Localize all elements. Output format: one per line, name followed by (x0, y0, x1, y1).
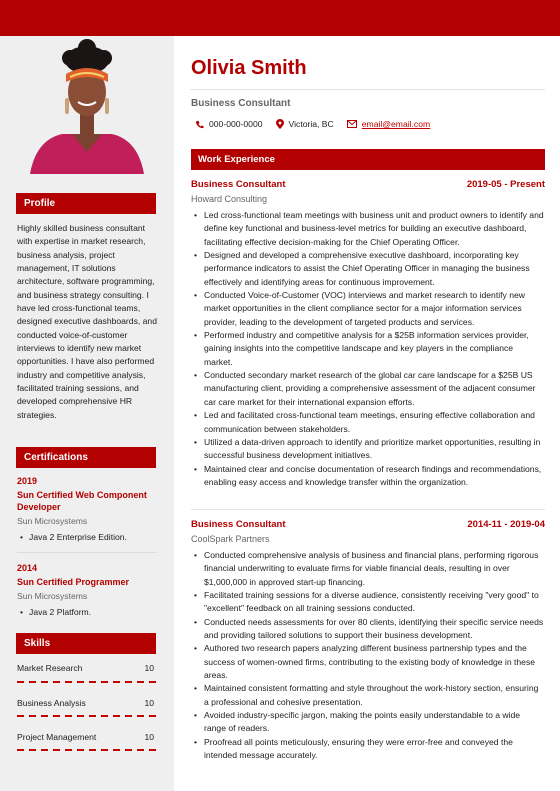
job-company: CoolSpark Partners (191, 534, 270, 544)
bullet-item: • Conducted Voice-of-Customer (VOC) interviews and market research to identify new market opportunities in the client compliance sector for a major information services provider, leading to the development of targeted products and services. (194, 289, 544, 329)
bullet-item: • Performed industry and competitive analysis for a $25B information services provider, gaining insights into the competitive landscape and key players in the compliance market. (194, 329, 544, 369)
cert-detail: • Java 2 Enterprise Edition. (20, 532, 127, 542)
job-bullets (194, 549, 544, 763)
bullet-item: • Conducted needs assessments for over 80 clients, identifying their specific service needs and providing tailored solutions to support their business development. (194, 616, 544, 643)
bullet-item: • Utilized a data-driven approach to identify and prioritize market opportunities, resulting in successful business development initiatives. (194, 436, 544, 463)
skill-level: 10 (144, 698, 154, 708)
bullet-item: • Conducted comprehensive analysis of business and financial plans, performing rigorous financial underwriting to evaluate firms for viable financial deals, resulting in over $1,000,000 in approved start-up financing. (194, 549, 544, 589)
person-name: Olivia Smith (191, 57, 307, 79)
skill-level: 10 (144, 663, 154, 673)
header-band (0, 0, 560, 36)
contact-line (195, 119, 443, 129)
skill-level: 10 (144, 732, 154, 742)
bullet-item: • Designed and developed a comprehensive executive dashboard, incorporating key performance indicators to assist the Chief Operating Officer in managing the business effectively and identifying areas for continuous improvement. (194, 249, 544, 289)
cert-year: 2014 (17, 563, 38, 573)
bullet-item: • Led and facilitated cross-functional team meetings, ensuring effective collaboration and communication between stakeholders. (194, 409, 544, 436)
profile-text: Highly skilled business consultant with expertise in market research, business analysis, project management, IT solutions architecture, software programming, and business strategy consulting. I have led cross-functional teams, designed executive dashboards, and conducted voice-of-customer interviews to identify new market opportunities. I have also performed industry and competitive analysis, facilitated training sessions, and developed comprehensive HR strategies. (17, 223, 157, 420)
job-header (191, 179, 545, 190)
map-pin-icon (276, 119, 284, 129)
bullet-item: • Maintained consistent formatting and style throughout the work-history section, ensuring a professional and cohesive presentation. (194, 682, 544, 709)
skill-bar (17, 681, 156, 683)
bullet-item: • Proofread all points meticulously, ensuring they were error-free and conveyed the intended message accurately. (194, 736, 544, 763)
skill-bar (17, 749, 156, 751)
sidebar (0, 36, 174, 791)
portrait-illustration (0, 36, 174, 174)
phone-icon (195, 120, 204, 129)
profile-photo (0, 36, 174, 174)
phone-text: 000-000-0000 (209, 119, 263, 129)
bullet-item: • Facilitated training sessions for a diverse audience, consistently receiving "very good" to "excellent" feedback on all training sessions conducted. (194, 589, 544, 616)
job-dates: 2014-11 - 2019-04 (467, 519, 545, 530)
envelope-icon (347, 120, 357, 128)
bullet-item: • Avoided industry-specific jargon, making the points easily understandable to a wide range of readers. (194, 709, 544, 736)
job-title: Business Consultant (191, 179, 286, 190)
skill-name: Business Analysis (17, 698, 86, 708)
contact-phone (195, 119, 263, 129)
cert-detail: • Java 2 Platform. (20, 607, 91, 617)
job-header (191, 519, 545, 530)
skill-name: Market Research (17, 663, 83, 673)
certifications-heading: Certifications (16, 447, 156, 468)
bullet-item: • Authored two research papers analyzing different business partnership types and the success of women-owned firms, contributing to the existing body of knowledge in these areas. (194, 642, 544, 682)
cert-org: Sun Microsystems (17, 591, 88, 601)
contact-location (276, 119, 334, 129)
work-experience-heading: Work Experience (191, 149, 545, 170)
cert-year: 2019 (17, 476, 38, 486)
email-link[interactable]: email@email.com (361, 119, 431, 129)
job-title: Business Consultant (191, 519, 286, 530)
person-job-title: Business Consultant (191, 98, 291, 109)
title-divider (190, 89, 545, 90)
job-company: Howard Consulting (191, 194, 268, 204)
skill-name: Project Management (17, 732, 97, 742)
skills-heading: Skills (16, 633, 156, 654)
cert-org: Sun Microsystems (17, 516, 88, 526)
location-text: Victoria, BC (288, 119, 334, 129)
cert-name: Sun Certified Web Component Developer (17, 490, 147, 512)
bullet-item: • Conducted secondary market research of the global car care landscape for a $25B US manufacturing client, providing a comprehensive assessment of the adjacent consumer car care market for their international expansion efforts. (194, 369, 544, 409)
skill-bar (17, 715, 156, 717)
profile-heading: Profile (16, 193, 156, 214)
cert-name: Sun Certified Programmer (17, 577, 130, 587)
cert-divider (17, 552, 157, 553)
bullet-item: • Maintained clear and concise documentation of research findings and recommendations, enabling easy access and knowledge transfer within the organization. (194, 463, 544, 490)
job-divider (191, 509, 545, 510)
job-bullets (194, 209, 544, 489)
job-dates: 2019-05 - Present (466, 179, 545, 190)
bullet-item: • Led cross-functional team meetings with business unit and product owners to identify and define key functional and business-level metrics for building an executive dashboard, facilitating effective decision-making for the Chief Operating Officer. (194, 209, 544, 249)
contact-email[interactable] (347, 119, 430, 129)
